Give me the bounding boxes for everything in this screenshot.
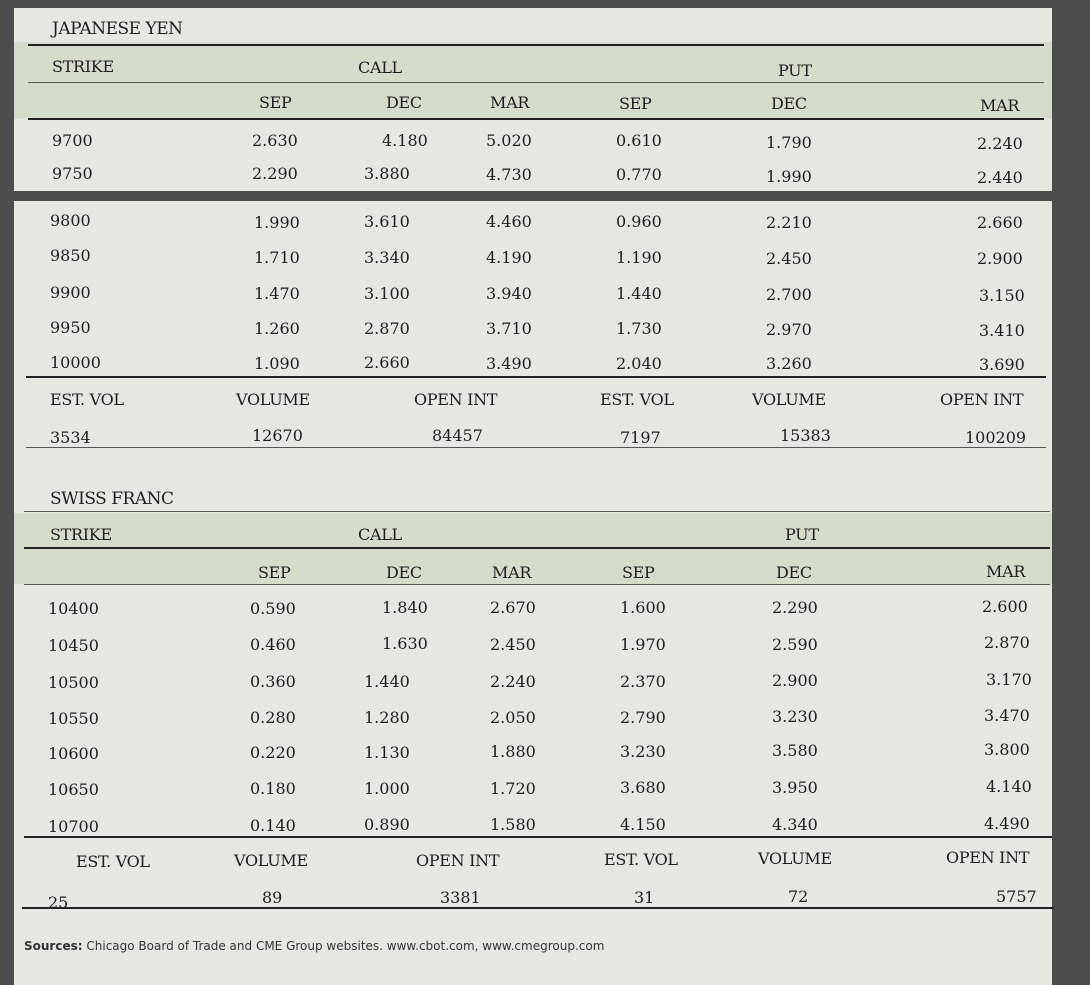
yen-row-4-put-dec: 2.700 xyxy=(766,285,812,304)
yen-strike-header: STRIKE xyxy=(52,57,114,76)
yen-row-5-call-sep: 1.260 xyxy=(254,319,300,338)
yen-row-4-call-dec: 3.100 xyxy=(364,284,410,303)
sources-label: Sources: xyxy=(24,939,83,953)
yen-month-call-sep: SEP xyxy=(259,93,292,112)
franc-sum-value-3: 31 xyxy=(634,888,655,907)
yen-sum-value-1: 12670 xyxy=(252,426,303,445)
yen-row-4-call-mar: 3.940 xyxy=(486,284,532,303)
franc-row-2-strike: 10500 xyxy=(48,673,99,692)
page-fold-gap xyxy=(14,191,1052,201)
franc-sum-label-3: EST. VOL xyxy=(604,850,678,869)
franc-sum-value-5: 5757 xyxy=(996,887,1037,906)
franc-row-1-call-sep: 0.460 xyxy=(250,635,296,654)
franc-sum-value-2: 3381 xyxy=(440,888,481,907)
franc-row-5-strike: 10650 xyxy=(48,780,99,799)
yen-row-6-put-mar: 3.690 xyxy=(979,355,1025,374)
franc-sum-label-2: OPEN INT xyxy=(416,851,500,870)
yen-row-4-strike: 9900 xyxy=(50,283,91,302)
franc-row-6-put-sep: 4.150 xyxy=(620,815,666,834)
franc-month-call-sep: SEP xyxy=(258,563,291,582)
franc-row-3-put-sep: 2.790 xyxy=(620,708,666,727)
yen-row-6-strike: 10000 xyxy=(50,353,101,372)
yen-sum-label-3: EST. VOL xyxy=(600,390,674,409)
yen-row-4-put-sep: 1.440 xyxy=(616,284,662,303)
franc-row-2-call-mar: 2.240 xyxy=(490,672,536,691)
yen-row-2-put-dec: 2.210 xyxy=(766,213,812,232)
franc-row-3-put-mar: 3.470 xyxy=(984,706,1030,725)
franc-row-2-put-dec: 2.900 xyxy=(772,671,818,690)
franc-month-call-dec: DEC xyxy=(386,563,422,582)
franc-summary-rule xyxy=(22,907,1054,909)
franc-row-2-call-dec: 1.440 xyxy=(364,672,410,691)
franc-month-rule xyxy=(24,584,1050,585)
yen-row-1-call-sep: 2.290 xyxy=(252,164,298,183)
franc-row-1-put-mar: 2.870 xyxy=(984,633,1030,652)
franc-row-4-put-mar: 3.800 xyxy=(984,740,1030,759)
yen-row-6-call-dec: 2.660 xyxy=(364,353,410,372)
yen-title: JAPANESE YEN xyxy=(52,19,183,39)
yen-sum-label-1: VOLUME xyxy=(236,390,310,409)
yen-row-1-strike: 9750 xyxy=(52,164,93,183)
franc-sum-value-0: 25 xyxy=(48,893,69,912)
franc-title: SWISS FRANC xyxy=(50,489,174,509)
yen-sum-value-5: 100209 xyxy=(965,428,1027,447)
yen-row-2-put-mar: 2.660 xyxy=(977,213,1023,232)
franc-row-2-call-sep: 0.360 xyxy=(250,672,296,691)
franc-row-4-call-mar: 1.880 xyxy=(490,742,536,761)
franc-row-3-call-sep: 0.280 xyxy=(250,708,296,727)
yen-row-3-strike: 9850 xyxy=(50,246,91,265)
franc-body-rule xyxy=(24,836,1052,838)
yen-call-header: CALL xyxy=(358,58,402,77)
franc-month-put-mar: MAR xyxy=(986,562,1026,581)
franc-row-2-put-mar: 3.170 xyxy=(986,670,1032,689)
yen-body-rule xyxy=(26,376,1046,378)
yen-row-1-put-mar: 2.440 xyxy=(977,168,1023,187)
yen-month-put-sep: SEP xyxy=(619,94,652,113)
franc-title-rule xyxy=(24,511,1050,512)
yen-row-2-strike: 9800 xyxy=(50,211,91,230)
yen-month-call-dec: DEC xyxy=(386,93,422,112)
yen-sum-value-0: 3534 xyxy=(50,428,91,447)
yen-row-1-put-dec: 1.990 xyxy=(766,167,812,186)
franc-row-5-call-dec: 1.000 xyxy=(364,779,410,798)
franc-row-6-put-dec: 4.340 xyxy=(772,815,818,834)
yen-title-rule xyxy=(28,44,1044,46)
franc-strike-header: STRIKE xyxy=(50,525,112,544)
yen-row-2-call-mar: 4.460 xyxy=(486,212,532,231)
franc-row-0-put-sep: 1.600 xyxy=(620,598,666,617)
franc-row-5-call-mar: 1.720 xyxy=(490,779,536,798)
franc-row-0-put-dec: 2.290 xyxy=(772,598,818,617)
yen-month-call-mar: MAR xyxy=(490,93,530,112)
yen-group-rule xyxy=(28,82,1044,83)
yen-sum-label-2: OPEN INT xyxy=(414,390,498,409)
franc-group-rule xyxy=(24,547,1050,549)
yen-row-0-put-sep: 0.610 xyxy=(616,131,662,150)
franc-row-4-call-dec: 1.130 xyxy=(364,743,410,762)
yen-month-rule xyxy=(28,118,1044,120)
franc-put-header: PUT xyxy=(785,525,819,544)
yen-row-5-put-mar: 3.410 xyxy=(979,321,1025,340)
yen-row-5-put-sep: 1.730 xyxy=(616,319,662,338)
yen-sum-value-3: 7197 xyxy=(620,428,661,447)
sources-text: Chicago Board of Trade and CME Group websites. www.cbot.com, www.cmegroup.com xyxy=(86,939,605,953)
franc-row-6-call-sep: 0.140 xyxy=(250,816,296,835)
yen-row-6-call-sep: 1.090 xyxy=(254,354,300,373)
yen-row-5-strike: 9950 xyxy=(50,318,91,337)
franc-row-0-call-sep: 0.590 xyxy=(250,599,296,618)
yen-row-0-put-mar: 2.240 xyxy=(977,134,1023,153)
franc-row-2-put-sep: 2.370 xyxy=(620,672,666,691)
franc-sum-label-0: EST. VOL xyxy=(76,852,150,871)
franc-row-5-call-sep: 0.180 xyxy=(250,779,296,798)
franc-row-1-call-mar: 2.450 xyxy=(490,635,536,654)
franc-row-4-put-sep: 3.230 xyxy=(620,742,666,761)
yen-row-4-put-mar: 3.150 xyxy=(979,286,1025,305)
franc-row-3-call-dec: 1.280 xyxy=(364,708,410,727)
yen-row-5-call-dec: 2.870 xyxy=(364,319,410,338)
franc-row-3-put-dec: 3.230 xyxy=(772,707,818,726)
franc-month-put-sep: SEP xyxy=(622,563,655,582)
yen-row-4-call-sep: 1.470 xyxy=(254,284,300,303)
yen-row-6-put-sep: 2.040 xyxy=(616,354,662,373)
yen-row-0-put-dec: 1.790 xyxy=(766,133,812,152)
yen-row-2-call-sep: 1.990 xyxy=(254,213,300,232)
yen-row-1-call-dec: 3.880 xyxy=(364,164,410,183)
yen-row-1-call-mar: 4.730 xyxy=(486,165,532,184)
yen-row-2-call-dec: 3.610 xyxy=(364,212,410,231)
franc-row-5-put-mar: 4.140 xyxy=(986,777,1032,796)
franc-call-header: CALL xyxy=(358,525,402,544)
yen-row-0-call-mar: 5.020 xyxy=(486,131,532,150)
yen-sum-value-4: 15383 xyxy=(780,426,831,445)
franc-row-4-put-dec: 3.580 xyxy=(772,741,818,760)
franc-row-4-strike: 10600 xyxy=(48,744,99,763)
franc-row-1-put-sep: 1.970 xyxy=(620,635,666,654)
franc-month-call-mar: MAR xyxy=(492,563,532,582)
yen-header-band xyxy=(14,42,1052,119)
franc-row-5-put-dec: 3.950 xyxy=(772,778,818,797)
yen-row-0-strike: 9700 xyxy=(52,131,93,150)
franc-row-3-call-mar: 2.050 xyxy=(490,708,536,727)
franc-row-4-call-sep: 0.220 xyxy=(250,743,296,762)
franc-row-6-put-mar: 4.490 xyxy=(984,814,1030,833)
yen-row-3-call-mar: 4.190 xyxy=(486,248,532,267)
yen-row-3-call-sep: 1.710 xyxy=(254,248,300,267)
yen-sum-label-4: VOLUME xyxy=(752,390,826,409)
franc-row-6-strike: 10700 xyxy=(48,817,99,836)
yen-month-put-mar: MAR xyxy=(980,96,1020,115)
franc-row-0-strike: 10400 xyxy=(48,599,99,618)
yen-row-3-put-sep: 1.190 xyxy=(616,248,662,267)
sources-line xyxy=(24,939,604,953)
franc-row-0-call-dec: 1.840 xyxy=(382,598,428,617)
yen-month-put-dec: DEC xyxy=(771,94,807,113)
franc-sum-value-4: 72 xyxy=(788,887,809,906)
franc-sum-label-5: OPEN INT xyxy=(946,848,1030,867)
yen-sum-label-5: OPEN INT xyxy=(940,390,1024,409)
yen-sum-value-2: 84457 xyxy=(432,426,483,445)
yen-row-0-call-sep: 2.630 xyxy=(252,131,298,150)
yen-put-header: PUT xyxy=(778,61,812,80)
yen-row-3-put-dec: 2.450 xyxy=(766,249,812,268)
franc-row-0-put-mar: 2.600 xyxy=(982,597,1028,616)
yen-sum-label-0: EST. VOL xyxy=(50,390,124,409)
yen-row-1-put-sep: 0.770 xyxy=(616,165,662,184)
franc-month-put-dec: DEC xyxy=(776,563,812,582)
franc-row-1-call-dec: 1.630 xyxy=(382,634,428,653)
franc-row-6-call-mar: 1.580 xyxy=(490,815,536,834)
franc-sum-label-1: VOLUME xyxy=(234,851,308,870)
franc-row-1-strike: 10450 xyxy=(48,636,99,655)
yen-row-6-call-mar: 3.490 xyxy=(486,354,532,373)
yen-row-3-call-dec: 3.340 xyxy=(364,248,410,267)
yen-summary-rule xyxy=(26,447,1046,448)
franc-row-6-call-dec: 0.890 xyxy=(364,815,410,834)
yen-row-0-call-dec: 4.180 xyxy=(382,131,428,150)
franc-row-0-call-mar: 2.670 xyxy=(490,598,536,617)
yen-row-3-put-mar: 2.900 xyxy=(977,249,1023,268)
yen-row-6-put-dec: 3.260 xyxy=(766,354,812,373)
yen-row-5-put-dec: 2.970 xyxy=(766,320,812,339)
yen-row-2-put-sep: 0.960 xyxy=(616,212,662,231)
franc-sum-value-1: 89 xyxy=(262,888,283,907)
franc-row-1-put-dec: 2.590 xyxy=(772,635,818,654)
franc-row-3-strike: 10550 xyxy=(48,709,99,728)
franc-row-5-put-sep: 3.680 xyxy=(620,778,666,797)
newspaper-page xyxy=(14,8,1052,985)
yen-row-5-call-mar: 3.710 xyxy=(486,319,532,338)
franc-sum-label-4: VOLUME xyxy=(758,849,832,868)
